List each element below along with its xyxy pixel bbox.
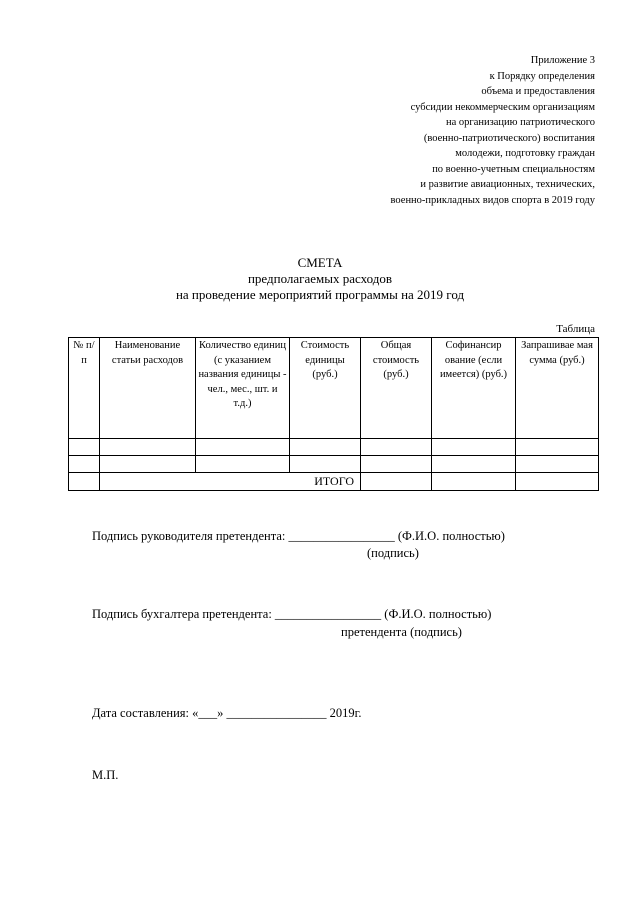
budget-table bbox=[68, 337, 599, 491]
header-requested-amount: Запрашивае мая сумма (руб.) bbox=[516, 338, 599, 439]
table-cell[interactable] bbox=[196, 439, 290, 456]
header-item-name: Наименование статьи расходов bbox=[100, 338, 196, 439]
table-cell[interactable] bbox=[361, 456, 432, 473]
table-cell[interactable] bbox=[290, 439, 361, 456]
total-cost-cell[interactable] bbox=[361, 473, 432, 491]
stamp-place: М.П. bbox=[92, 768, 119, 782]
table-row bbox=[69, 439, 599, 456]
total-requested-cell[interactable] bbox=[516, 473, 599, 491]
accountant-signature-line[interactable]: Подпись бухгалтера претендента: _________________ (Ф.И.О. полностью) bbox=[92, 607, 492, 621]
title-subtitle: предполагаемых расходов bbox=[247, 271, 393, 286]
table-cell[interactable] bbox=[69, 456, 100, 473]
table-cell[interactable] bbox=[196, 456, 290, 473]
table-cell[interactable] bbox=[361, 439, 432, 456]
appendix-line: к Порядку определения bbox=[489, 70, 595, 82]
appendix-line: (военно-патриотического) воспитания bbox=[423, 132, 595, 144]
table-cell[interactable] bbox=[100, 439, 196, 456]
total-row bbox=[69, 473, 599, 491]
table-cell[interactable] bbox=[100, 456, 196, 473]
appendix-line: по военно-учетным специальностям bbox=[432, 163, 595, 175]
appendix-line: молодежи, подготовку граждан bbox=[455, 148, 595, 159]
appendix-line: на организацию патриотического bbox=[445, 117, 595, 128]
appendix-note bbox=[295, 53, 595, 208]
table-header-row bbox=[69, 338, 599, 439]
title-program: на проведение мероприятий программы на 2019 год bbox=[175, 287, 465, 302]
table-label: Таблица bbox=[556, 323, 595, 335]
table-cell[interactable] bbox=[516, 456, 599, 473]
total-label: ИТОГО bbox=[100, 473, 361, 491]
header-unit-cost: Стоимость единицы (руб.) bbox=[290, 338, 361, 439]
header-cofinancing: Софинансир ование (если имеется) (руб.) bbox=[432, 338, 516, 439]
appendix-line: субсидии некоммерческим организациям bbox=[410, 101, 595, 113]
head-signature-caption: (подпись) bbox=[367, 546, 419, 560]
header-total-cost: Общая стоимость (руб.) bbox=[361, 338, 432, 439]
table-cell[interactable] bbox=[516, 439, 599, 456]
appendix-line: Приложение 3 bbox=[530, 55, 595, 66]
table-cell[interactable] bbox=[432, 439, 516, 456]
table-cell[interactable] bbox=[432, 456, 516, 473]
document-title bbox=[0, 255, 640, 303]
total-cofinancing-cell[interactable] bbox=[432, 473, 516, 491]
header-number: № п/п bbox=[69, 338, 100, 439]
accountant-signature-caption: претендента (подпись) bbox=[341, 625, 462, 639]
title-main: СМЕТА bbox=[297, 255, 343, 270]
appendix-line: и развитие авиационных, технических, bbox=[420, 179, 595, 190]
appendix-line: объема и предоставления bbox=[481, 86, 595, 97]
table-row bbox=[69, 456, 599, 473]
date-line[interactable]: Дата составления: «___» ________________ 2019г. bbox=[92, 706, 362, 720]
head-signature-line[interactable]: Подпись руководителя претендента: _________________ (Ф.И.О. полностью) bbox=[92, 529, 505, 543]
header-quantity: Количество единиц (с указанием названия единицы - чел., мес., шт. и т.д.) bbox=[196, 338, 290, 439]
table-cell[interactable] bbox=[69, 439, 100, 456]
table-cell[interactable] bbox=[69, 473, 100, 491]
appendix-line: военно-прикладных видов спорта в 2019 году bbox=[390, 194, 595, 206]
table-cell[interactable] bbox=[290, 456, 361, 473]
